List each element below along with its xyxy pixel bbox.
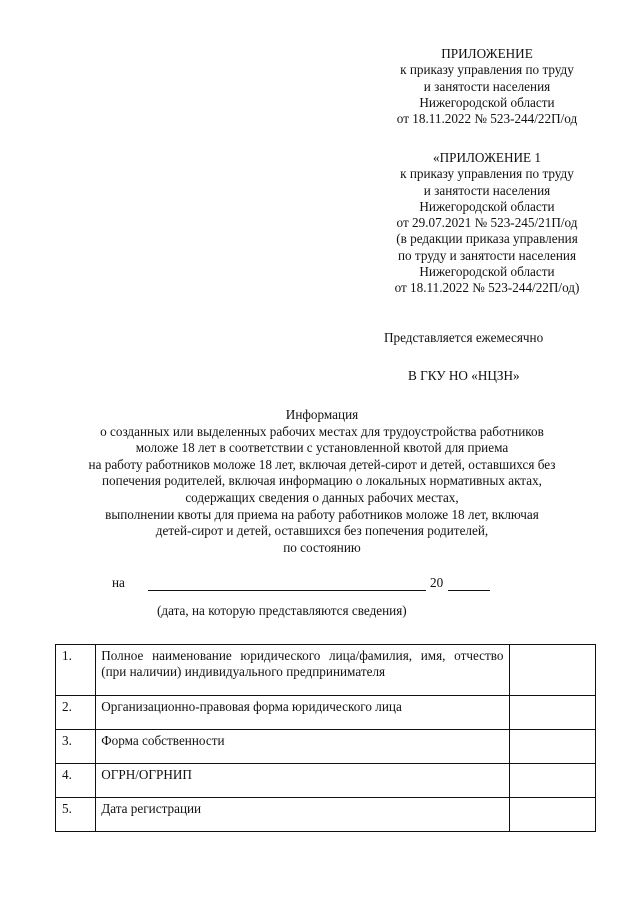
annex-1-line: от 29.07.2021 № 523-245/21П/од: [396, 215, 578, 231]
annex-header-line: к приказу управления по труду: [400, 62, 574, 78]
annex-1-line: к приказу управления по труду: [400, 166, 574, 182]
row-number: 2.: [56, 696, 96, 730]
row-value-cell[interactable]: [509, 730, 596, 764]
info-title-line: содержащих сведения о данных рабочих местах,: [185, 489, 459, 505]
row-label: ОГРН/ОГРНИП: [96, 764, 509, 798]
annex-header: [380, 46, 594, 127]
organization-info-table: [55, 644, 596, 832]
annex-header-line: и занятости населения: [423, 78, 551, 94]
row-number: 1.: [56, 645, 96, 696]
table-row: [56, 764, 596, 798]
row-label: Форма собственности: [96, 730, 509, 764]
info-title-line: по состоянию: [283, 539, 361, 555]
table-row: [56, 798, 596, 832]
row-number: 5.: [56, 798, 96, 832]
info-title-line: о созданных или выделенных рабочих местах для трудоустройства работников: [100, 423, 544, 439]
info-title-line: Информация: [285, 407, 359, 422]
annex-1-line: по труду и занятости населения: [397, 247, 577, 263]
row-value-cell[interactable]: [509, 798, 596, 832]
row-label: Полное наименование юридического лица/фамилия, имя, отчество (при наличии) индивидуального предпринимателя: [96, 645, 509, 696]
info-title-line: детей-сирот и детей, оставшихся без попечения родителей,: [155, 523, 489, 539]
info-title-line: моложе 18 лет в соответствии с установленной квотой для приема: [135, 440, 509, 456]
annex-1-line: Нижегородской области: [419, 264, 555, 280]
annex-1-line: «ПРИЛОЖЕНИЕ 1: [433, 150, 541, 165]
row-value-cell[interactable]: [509, 696, 596, 730]
date-prefix: на: [112, 575, 125, 590]
annex-1-line: (в редакции приказа управления: [396, 231, 578, 247]
date-caption: (дата, на которую представляются сведения): [157, 603, 407, 618]
annex-1-line: Нижегородской области: [419, 198, 555, 214]
date-year-fill-line[interactable]: [448, 590, 490, 591]
info-title-line: попечения родителей, включая информацию о локальных нормативных актах,: [102, 473, 542, 489]
date-row: [0, 575, 640, 595]
annex-1-line: от 18.11.2022 № 523-244/22П/од): [394, 280, 580, 296]
annex-header-line: Нижегородской области: [419, 94, 555, 110]
row-value-cell[interactable]: [509, 764, 596, 798]
recipient: В ГКУ НО «НЦЗН»: [408, 368, 520, 383]
row-label: Дата регистрации: [96, 798, 509, 832]
annex-header-line: от 18.11.2022 № 523-244/22П/од: [396, 111, 578, 127]
annex-1-line: и занятости населения: [423, 182, 551, 198]
info-title-line: на работу работников моложе 18 лет, включая детей-сирот и детей, оставшихся без: [88, 456, 556, 472]
table-row: [56, 645, 596, 696]
row-number: 3.: [56, 730, 96, 764]
info-title-line: выполнении квоты для приема на работу работников моложе 18 лет, включая: [105, 506, 539, 522]
row-label: Организационно-правовая форма юридического лица: [96, 696, 509, 730]
date-fill-line[interactable]: [148, 590, 426, 591]
info-title: [50, 407, 594, 556]
row-value-cell[interactable]: [509, 645, 596, 696]
date-year-prefix: 20: [430, 575, 444, 590]
submission-note: Представляется ежемесячно: [384, 330, 544, 345]
annex-1-header: [380, 150, 594, 297]
table-row: [56, 730, 596, 764]
annex-header-line: ПРИЛОЖЕНИЕ: [441, 46, 533, 61]
table-row: [56, 696, 596, 730]
row-number: 4.: [56, 764, 96, 798]
